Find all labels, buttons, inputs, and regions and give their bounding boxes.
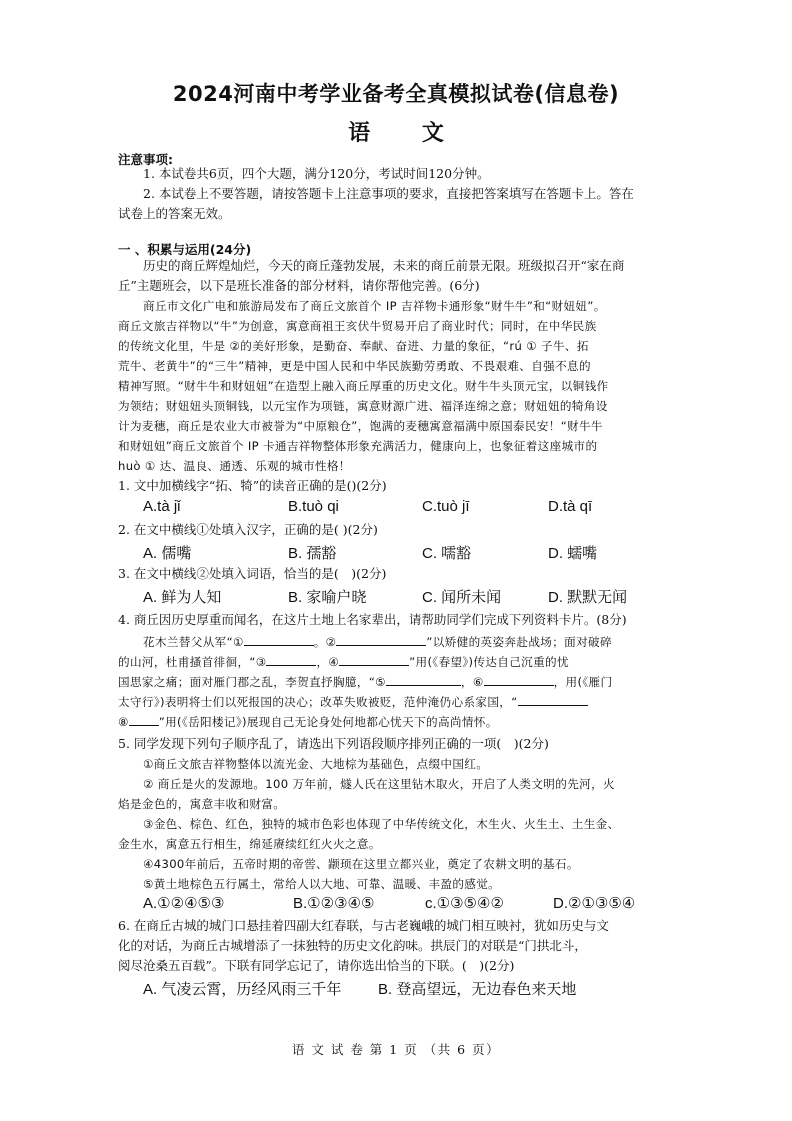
- q4-line: ⑧ ”用(《岳阳楼记》)展现自己无论身处何地都心忧天下的高尚情怀。: [118, 715, 498, 729]
- option-c: C. 嚅豁: [422, 545, 472, 562]
- option-d: D. 默默无闻: [548, 589, 628, 606]
- intro-line: 历史的商丘辉煌灿烂，今天的商丘蓬勃发展，未来的商丘前景无限。班级拟召开“家在商: [143, 258, 625, 273]
- passage-line: 和财妞妞”商丘文旅首个 IP 卡通吉祥物整体形象充满活力，健康向上，也象征着这座城市的: [118, 439, 598, 453]
- option-a: A. 儒嘴: [143, 545, 192, 562]
- notice-item: 2. 本试卷上不要答题，请按答题卡上注意事项的要求，直接把答案填写在答题卡上。答在: [143, 186, 634, 201]
- exam-title: 2024河南中考学业备考全真模拟试卷(信息卷): [172, 82, 620, 106]
- intro-line: 丘”主题班会，以下是班长准备的部分材料，请你帮他完善。(6分): [118, 278, 480, 293]
- q4-line: 花木兰替父从军“① 。② ”以矫健的英姿奔赴战场；面对破碎: [143, 635, 612, 649]
- question-6-stem: 阅尽沧桑五百载”。下联有同学忘记了，请你选出恰当的下联。( )(2分): [118, 958, 515, 973]
- option-d: D. 蠕嘴: [548, 545, 598, 562]
- passage-line: 计为麦穗，商丘是农业大市被誉为“中原粮仓”，饱满的麦穗寓意福满中原国泰民安！“财牛牛: [118, 419, 603, 433]
- q5-sentence: ② 商丘是火的发源地。100 万年前，燧人氏在这里钻木取火，开启了人类文明的先河，火: [143, 777, 615, 791]
- q5-sentence: 焰是金色的，寓意丰收和财富。: [118, 797, 286, 811]
- option-b: B. 家喻户晓: [288, 589, 367, 606]
- page-footer: 语 文 试 卷 第 1 页 （共 6 页）: [291, 1042, 501, 1057]
- option-b: B. 孺豁: [288, 545, 337, 562]
- q5-sentence: ⑤黄土地棕色五行属土，常给人以大地、可靠、温暖、丰盈的感觉。: [143, 877, 501, 891]
- passage-line: 商丘文旅吉祥物以“牛”为创意，寓意商祖王亥伏牛贸易开启了商业时代；同时，在中华民族: [118, 319, 597, 333]
- question-6-stem: 化的对话，为商丘古城增添了一抹独特的历史文化韵味。拱辰门的对联是“门拱北斗，: [118, 938, 587, 953]
- q4-line: 国思家之痛；面对雁门郡之乱，李贺直抒胸臆，“⑤ ，⑥ ，用(《雁门: [118, 675, 613, 689]
- option-b: B.tuò qi: [288, 498, 339, 515]
- q5-sentence: ①商丘文旅吉祥物整体以流光金、大地棕为基础色，点缀中国红。: [143, 757, 489, 771]
- option-c: C.tuò jī: [422, 498, 470, 515]
- question-3-stem: 3. 在文中横线②处填入词语，恰当的是( )(2分): [118, 566, 387, 581]
- notice-item: 试卷上的答案无效。: [118, 206, 231, 221]
- notice-item: 1. 本试卷共6页，四个大题，满分120分，考试时间120分钟。: [143, 166, 490, 181]
- option-b: B.①②③④⑤: [293, 895, 375, 912]
- notice-heading: 注意事项:: [118, 152, 173, 167]
- passage-line: 的传统文化里，牛是 ②的美好形象，是勤奋、奉献、奋进、力量的象征，“rú ① 子牛、拓: [118, 339, 589, 353]
- q5-sentence: 金生水，寓意五行相生，绵延赓续红红火火之意。: [118, 837, 381, 851]
- option-b: B. 登高望远，无边春色来天地: [378, 981, 577, 998]
- passage-line: 荒牛、老黄牛”的“三牛”精神，更是中国人民和中华民族勤劳勇敢、不畏艰难、自强不息的: [118, 359, 591, 373]
- passage-line: 商丘市文化广电和旅游局发布了商丘文旅首个 IP 吉祥物卡通形象“财牛牛”和“财妞妞”。: [143, 299, 606, 313]
- question-6-stem: 6. 在商丘古城的城门口悬挂着四副大红春联，与古老巍峨的城门相互映衬，犹如历史与文: [118, 918, 609, 933]
- question-1-stem: 1. 文中加横线字“拓、犄”的读音正确的是()(2分): [118, 478, 387, 493]
- q5-sentence: ③金色、棕色、红色，独特的城市色彩也体现了中华传统文化，木生火、火生土、土生金、: [143, 817, 620, 831]
- option-a: A. 气凌云霄，历经风雨三千年: [143, 981, 342, 998]
- section-heading: 一 、积累与运用(24分): [118, 242, 252, 257]
- option-a: A. 鲜为人知: [143, 589, 222, 606]
- q4-line: 太守行》)表明将士们以死报国的决心；改革失败被贬，范仲淹仍心系家国，“: [118, 692, 678, 712]
- option-d: D.②①③⑤④: [553, 895, 636, 912]
- option-c: C. 闻所未闻: [422, 589, 502, 606]
- option-a: A.tà jǐ: [143, 498, 181, 515]
- question-4-stem: 4. 商丘因历史厚重而闻名，在这片土地上名家辈出，请帮助同学们完成下列资料卡片。(8分): [118, 612, 627, 627]
- option-a: A.①②④⑤③: [143, 895, 225, 912]
- q5-sentence: ④4300年前后，五帝时期的帝喾、颛顼在这里立都兴业，奠定了农耕文明的基石。: [143, 857, 579, 871]
- subject-title: 语 文: [348, 121, 466, 146]
- option-c: c.①③⑤④②: [425, 895, 504, 912]
- q4-line: 的山河，杜甫搔首徘徊，“③ ，④ ”用(《春望》)传达自己沉重的忧: [118, 655, 569, 669]
- question-2-stem: 2. 在文中横线①处填入汉字，正确的是( )(2分): [118, 522, 378, 537]
- passage-line: huò ① 达、温良、通透、乐观的城市性格！: [118, 459, 351, 473]
- passage-line: 精神写照。“财牛牛和财妞妞”在造型上融入商丘厚重的历史文化。财牛牛头顶元宝，以铜钱作: [118, 379, 609, 393]
- passage-line: 为领结；财妞妞头顶铜钱，以元宝作为项链，寓意财源广进、福泽连绵之意；财妞妞的犄角设: [118, 399, 608, 413]
- option-d: D.tà qī: [548, 498, 593, 515]
- question-5-stem: 5. 同学发现下列句子顺序乱了，请选出下列语段顺序排列正确的一项( )(2分): [118, 736, 549, 751]
